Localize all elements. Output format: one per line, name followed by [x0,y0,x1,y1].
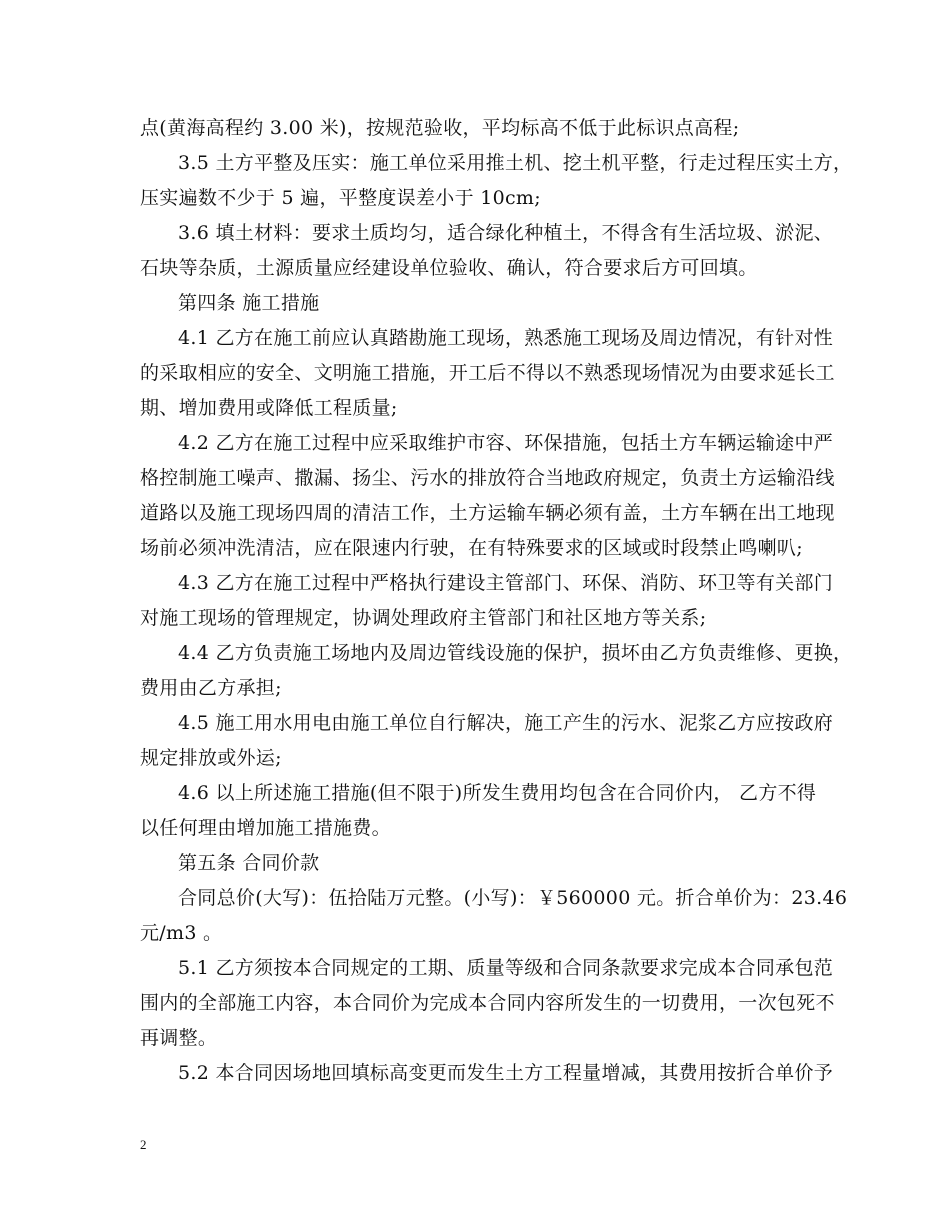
text-line: 格控制施工噪声、撒漏、扬尘、污水的排放符合当地政府规定，负责土方运输沿线 [140,467,835,489]
text-line: 压实遍数不少于 5 遍，平整度误差小于 10cm; [140,187,541,209]
text-line: 4.2 乙方在施工过程中应采取维护市容、环保措施，包括土方车辆运输途中严 [178,432,834,454]
text-line: 规定排放或外运; [140,747,282,769]
text-line: 4.5 施工用水用电由施工单位自行解决，施工产生的污水、泥浆乙方应按政府 [178,712,834,734]
section-heading: 第四条 施工措施 [178,292,320,314]
text-line: 4.4 乙方负责施工场地内及周边管线设施的保护，损坏由乙方负责维修、更换， [178,642,853,664]
text-line: 合同总价(大写)：伍拾陆万元整。(小写)：￥560000 元。折合单价为：23.46 [178,887,848,909]
text-line: 5.2 本合同因场地回填标高变更而发生土方工程量增减，其费用按折合单价予 [178,1062,834,1084]
section-heading: 第五条 合同价款 [178,852,320,874]
text-line: 4.3 乙方在施工过程中严格执行建设主管部门、环保、消防、环卫等有关部门 [178,572,834,594]
text-line: 期、增加费用或降低工程质量; [140,397,398,419]
text-line: 道路以及施工现场四周的清洁工作，土方运输车辆必须有盖，土方车辆在出工地现 [140,502,835,524]
text-line: 围内的全部施工内容，本合同价为完成本合同内容所发生的一切费用，一次包死不 [140,992,835,1014]
text-line: 3.5 土方平整及压实：施工单位采用推土机、挖土机平整，行走过程压实土方， [178,152,853,174]
text-line: 4.1 乙方在施工前应认真踏勘施工现场，熟悉施工现场及周边情况，有针对性 [178,327,834,349]
text-line: 对施工现场的管理规定，协调处理政府主管部门和社区地方等关系; [140,607,707,629]
text-line: 再调整。 [140,1027,218,1049]
text-line: 3.6 填土材料：要求土质均匀，适合绿化种植土，不得含有生活垃圾、淤泥、 [178,222,834,244]
text-line: 的采取相应的安全、文明施工措施，开工后不得以不熟悉现场情况为由要求延长工 [140,362,835,384]
text-line: 费用由乙方承担; [140,677,282,699]
text-line: 4.6 以上所述施工措施(但不限于)所发生费用均包含在合同价内， 乙方不得 [178,782,817,804]
page-number: 2 [140,1137,147,1152]
text-line: 场前必须冲洗清洁，应在限速内行驶，在有特殊要求的区域或时段禁止鸣喇叭; [140,537,803,559]
text-line: 5.1 乙方须按本合同规定的工期、质量等级和合同条款要求完成本合同承包范 [178,957,834,979]
text-line: 点(黄海高程约 3.00 米)，按规范验收，平均标高不低于此标识点高程; [140,117,740,139]
text-line: 以任何理由增加施工措施费。 [140,817,391,839]
text-line: 元/m3 。 [140,922,223,944]
text-line: 石块等杂质，土源质量应经建设单位验收、确认，符合要求后方可回填。 [140,257,758,279]
